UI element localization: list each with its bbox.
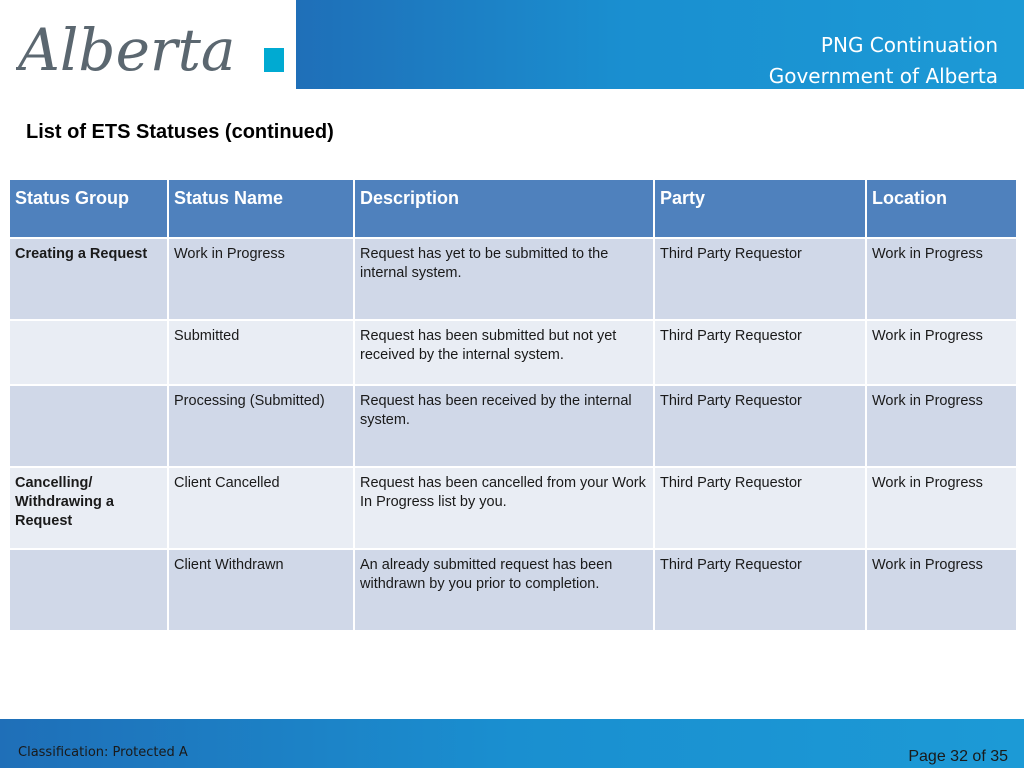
- status-name-cell: Work in Progress: [168, 238, 354, 320]
- table-row: [9, 467, 1017, 549]
- header-title-line1: PNG Continuation: [820, 33, 998, 57]
- column-header-location: Location: [866, 179, 1017, 238]
- header-title-line2: Government of Alberta: [768, 64, 998, 88]
- party-cell: Third Party Requestor: [654, 320, 866, 385]
- logo-square-icon: [264, 48, 284, 72]
- header-band: [296, 0, 1024, 89]
- status-name-cell: Submitted: [168, 320, 354, 385]
- table-row: [9, 385, 1017, 467]
- page-number: Page 32 of 35: [908, 748, 1008, 765]
- party-cell: Third Party Requestor: [654, 549, 866, 631]
- location-cell: Work in Progress: [866, 238, 1017, 320]
- status-group-cell: [9, 385, 168, 467]
- location-cell: Work in Progress: [866, 549, 1017, 631]
- column-header-status-group: Status Group: [9, 179, 168, 238]
- party-cell: Third Party Requestor: [654, 238, 866, 320]
- logo-wordmark: Alberta: [18, 16, 236, 84]
- status-group-cell: [9, 320, 168, 385]
- page-title: List of ETS Statuses (continued): [26, 121, 334, 143]
- description-cell: Request has been submitted but not yet received by the internal system.: [354, 320, 654, 385]
- column-header-description: Description: [354, 179, 654, 238]
- logo-area: [0, 0, 296, 89]
- status-name-cell: Client Cancelled: [168, 467, 354, 549]
- status-name-cell: Processing (Submitted): [168, 385, 354, 467]
- status-group-cell: Creating a Request: [9, 238, 168, 320]
- column-header-party: Party: [654, 179, 866, 238]
- table-row: [9, 238, 1017, 320]
- status-table: [8, 178, 1018, 632]
- description-cell: Request has yet to be submitted to the internal system.: [354, 238, 654, 320]
- table-header-row: [9, 179, 1017, 238]
- location-cell: Work in Progress: [866, 385, 1017, 467]
- description-cell: Request has been received by the internal system.: [354, 385, 654, 467]
- party-cell: Third Party Requestor: [654, 385, 866, 467]
- footer-band: [0, 719, 1024, 768]
- table-row: [9, 320, 1017, 385]
- status-group-cell: Cancelling/ Withdrawing a Request: [9, 467, 168, 549]
- alberta-logo: [16, 8, 286, 84]
- location-cell: Work in Progress: [866, 320, 1017, 385]
- description-cell: Request has been cancelled from your Work In Progress list by you.: [354, 467, 654, 549]
- party-cell: Third Party Requestor: [654, 467, 866, 549]
- location-cell: Work in Progress: [866, 467, 1017, 549]
- classification-label: Classification: Protected A: [18, 745, 188, 760]
- column-header-status-name: Status Name: [168, 179, 354, 238]
- description-cell: An already submitted request has been withdrawn by you prior to completion.: [354, 549, 654, 631]
- header-title: [769, 30, 998, 92]
- status-group-cell: [9, 549, 168, 631]
- table-row: [9, 549, 1017, 631]
- status-name-cell: Client Withdrawn: [168, 549, 354, 631]
